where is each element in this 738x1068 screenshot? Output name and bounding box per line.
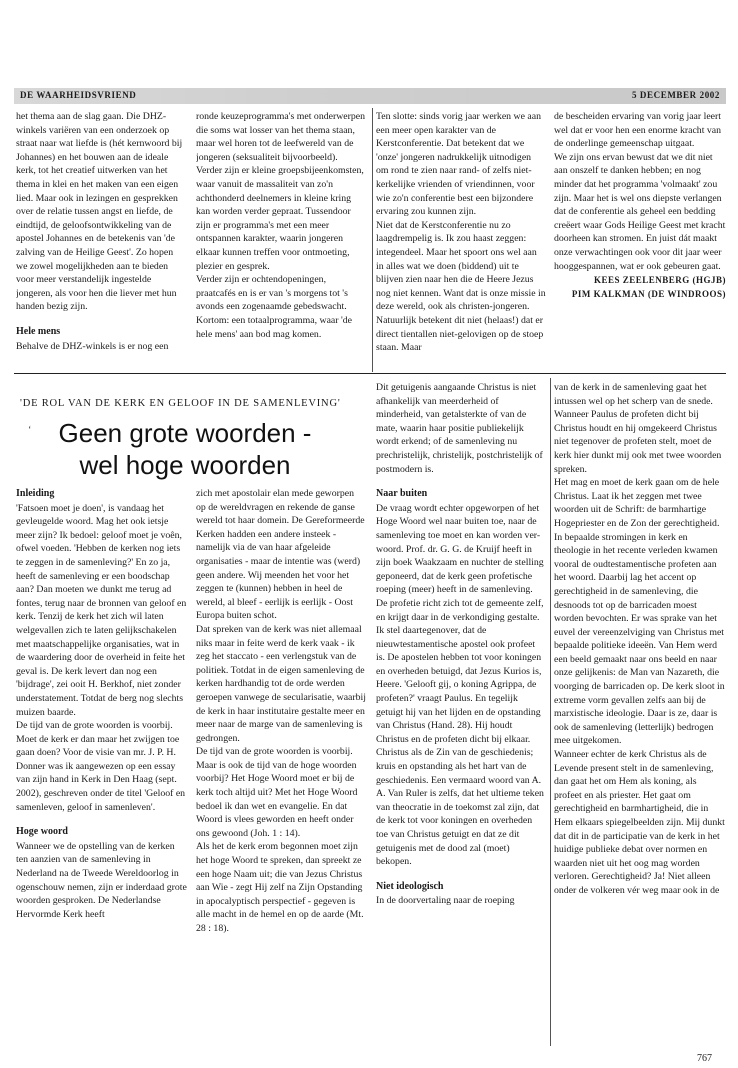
author-signature: KEES ZEELENBERG (HGJB)	[593, 275, 726, 286]
section-heading: Hele mens	[16, 325, 61, 337]
paragraph: Wanneer echter de kerk Christus als de Levende present stelt in de samenleving, dan gaat het om Hem als koning, als profeet en als priester. Het gaat om gerechtigheid en barmhartigheid, die in Hem elkaars spiegelbeelden zijn. Mij dunkt dat dit in de participatie van de kerk in het huidige publieke debat over normen en waarden niet uit het oog mag worden verloren. Gerechtigheid? Ja! Niet alleen onder de volkeren vér weg maar ook in de	[554, 749, 725, 896]
section-heading: Niet ideologisch	[376, 880, 444, 892]
column-divider	[372, 108, 373, 372]
paragraph: ronde keuzeprogramma's met onderwerpen die soms wat losser van het thema staan, maar wel horen tot de leefwereld van de jongeren (seksualiteit bijvoorbeeld). Verder zijn er kleine groepsbijeenkomsten, waar vanuit de massaliteit van zo'n achthonderd deelnemers in kleine kring kan worden verder gepraat. Tussendoor zijn er programma's met een meer ontspannen karakter, waarin jongeren elkaar kunnen treffen voor ontmoeting, plezier en gesprek.	[196, 111, 366, 272]
top-article-column-2	[196, 110, 366, 372]
paragraph: Dat spreken van de kerk was niet allemaal niks maar in feite werd de kerk vaak - ik zeg het staccato - een verlengstuk van de politiek. Totdat in de eigen samenleving de kerken hardhandig tot de orde werden geroepen vanwege de secularisatie, waarbij de kerk in haar institutaire gestalte meer en meer naar de marge van de samenleving is gedrongen.	[196, 623, 366, 744]
paragraph: Dit getuigenis aangaande Christus is niet afhankelijk van meerderheid of minderheid, van getalsterkte of van de mate, waarin haar positie publiekelijk wordt erkend; of de samenleving nu prechristelijk, christelijk, postchristelijk of postmodern is.	[376, 382, 543, 475]
paragraph: Wanneer we de opstelling van de kerken ten aanzien van de samenleving in Nederland na de Tweede Wereldoorlog in ogenschouw nemen, zijn er inderdaad grote woorden gesproken. De Nederlandse Hervormde Kerk heeft	[16, 840, 187, 920]
paragraph: zich met apostolair elan mede geworpen op de wereldvragen en rekende de ganse wereld tot haar domein. De Gereformeerde Kerken hadden een andere insteek - namelijk via de van haar afgeleide organisaties - maar de intentie was (werd) geen andere. Wij meenden het voor het zeggen te (kunnen) hebben in heel de wereld, al bleef - eerlijk is eerlijk - Oost Europa buiten schot.	[196, 488, 365, 622]
article-headline	[40, 417, 330, 481]
paragraph: Ten slotte: sinds vorig jaar werken we aan een meer open karakter van de Kerstconferentie. Dat betekent dat we 'onze' jongeren nadrukkelijk uitnodigen om rond te zien naar rand- of zelfs niet-kerkelijke vrienden of vriendinnen, voor wie zo'n conferentie best een bijzondere ervaring zou kunnen zijn.	[376, 111, 541, 218]
section-heading: Inleiding	[16, 488, 55, 499]
paragraph: het thema aan de slag gaan. Die DHZ-winkels variëren van een onderzoek op straat naar wat liefde is (hét kernwoord bij Johannes) en het bouwen aan de ideale kerk, tot het creatief uitwerken van het thema in klei en het maken van een eigen lied. Maar ook in lezingen en gesprekken over de relatie tussen angst en liefde, de eindtijd, de geloofsontwikkeling van de apostel Johannes en de betekenis van 'de zalving van de Heilige Geest'. Zo hopen we zowel mogelijkheden aan te bieden voor meer verstandelijk ingestelde jongeren, als voor hen die liever met hun handen bezig zijn.	[16, 111, 183, 313]
paragraph: In bepaalde stromingen in kerk en theologie in het recente verleden kwamen vooral de oudtestamentische profeten aan het woord. Daarbij lag het accent op gerechtigheid in de samenleving, die desnoods tot op de barricaden moest worden bevochten. Er was sprake van het euvel der vereenzelviging van Christus met bepaalde politieke ideeën. Van Hem werd een beeld gemaakt naar ons beeld en naar onze gelijkenis: de Man van Nazareth, die voorging de barricaden op. De kerk sloot in extreme vorm gevallen zelfs aan bij de marxistische ideologie. Daar is ze, daar is ook de samenleving (letterlijk) bedrogen mee uitgekomen.	[554, 531, 725, 747]
paragraph: Verder zijn er ochtendopeningen, praatcafés en is er van 's morgens tot 's avonds een zogenaamde gebedswacht. Kortom: een totaalprogramma, waar 'de hele mens' aan bod mag komen.	[196, 274, 353, 340]
article-column-3	[376, 381, 546, 1047]
top-article-column-3	[376, 110, 546, 372]
paragraph: De vraag wordt echter opgeworpen of het Hoge Woord wel naar buiten toe, naar de samenleving toe moet en kan worden ver-woord. Prof. dr. G. G. de Kruijf heeft in zijn boek Waakzaam en nuchter de stelling geponeerd, dat de kerk geen profetische roeping (meer) heeft in de samenleving. De profetie richt zich tot de gemeente zelf, en krijgt daar in de verkondiging gestalte. Ik stel daartegenover, dat de nieuwtestamentische apostel ook profeet is. De apostelen hebben tot voor koningen en overheden betuigd, dat Jezus Kurios is, Heere. 'Gelooft gij, o koning Agrippa, de profeten?' vraagt Paulus. En tegelijk getuigt hij van het lijden en de opstanding van Christus (Hand. 28). Hij houdt Christus en de profeten dicht bij elkaar. Christus als de Zin van de geschiedenis; kruis en opstanding als het hart van de geschiedenis. Een vermaard woord van A. A. Van Ruler is zelfs, dat het ultieme teken van theocratie in de toekomst zal zijn, dat de kerk tot voor koningen en overheden toe van Christus getuigt en dat ze dit getuigenis met de dood zal (moet) bekopen.	[376, 502, 544, 868]
running-header	[14, 88, 726, 104]
paragraph: van de kerk in de samenleving gaat het intussen wel op het scherp van de snede. Wanneer Paulus de profeten dicht bij Christus houdt en hij omgekeerd Christus niet tegenover de profeten stelt, moet de kerk hier dunkt mij ook met twee woorden spreken.	[554, 382, 722, 475]
page-number: 767	[697, 1053, 712, 1064]
paragraph: Niet dat de Kerstconferentie nu zo laagdrempelig is. Ik zou haast zeggen: integendeel. Maar het spoort ons wel aan in alles wat we doen (biddend) uit te blijven zien naar hen die de Heere Jezus nog niet kennen. Want dat is onze missie in deze wereld, ook als christen-jongeren. Natuurlijk betekent dit niet (helaas!) dat er direct tientallen niet-gelovigen op de stoep staan. Maar	[376, 219, 546, 354]
article-column-4	[554, 381, 726, 1047]
paragraph: We zijn ons ervan bewust dat we dit niet aan onszelf te danken hebben; en nog minder dat het programma 'volmaakt' zou zijn. Maar het is wel ons diepste verlangen dat de conferentie als geheel een bedding creëert waar Gods Heilige Geest met kracht doorheen kan stromen. En juist dát maakt onze verwachtingen ook voor dit jaar weer hooggespannen, wat er ook gebeuren gaat.	[554, 151, 726, 272]
article-kicker: 'DE ROL VAN DE KERK EN GELOOF IN DE SAMENLEVING'	[20, 398, 341, 409]
paragraph: de bescheiden ervaring van vorig jaar leert wel dat er voor hen een enorme kracht van de onderlinge gemeenschap uitgaat.	[554, 111, 722, 150]
publication-name: DE WAARHEIDSVRIEND	[20, 90, 137, 100]
headline-line-2: wel hoge woorden	[79, 450, 291, 480]
top-article-column-1	[16, 110, 186, 372]
section-heading: Hoge woord	[16, 826, 68, 838]
issue-date: 5 DECEMBER 2002	[631, 90, 720, 100]
author-signature: PIM KALKMAN (DE WINDROOS)	[571, 289, 726, 300]
column-divider	[550, 378, 551, 1046]
paragraph: Het mag en moet de kerk gaan om de hele Christus. Laat ik het zeggen met twee woorden uit de Schrift: de barmhartige Hogepriester en de Zon der gerechtigheid.	[554, 477, 720, 529]
paragraph: In de doorvertaling naar de roeping	[376, 895, 515, 907]
stray-mark: ‘	[28, 425, 32, 436]
paragraph: De tijd van de grote woorden is voorbij. Maar is ook de tijd van de hoge woorden voorbij? Het Hoge Woord moet er bij de kerk toch altijd uit? Met het Hoge Woord bedoel ik dan wet en evangelie. En dat Woord is vlees geworden en heeft onder ons gewoond (Joh. 1 : 14).	[196, 746, 358, 839]
paragraph: De tijd van de grote woorden is voorbij. Moet de kerk er dan maar het zwijgen toe gaan doen? Voor de visie van mr. J. P. H. Donner was ik aangewezen op een essay van zijn hand in Kerk in Den Haag (sept. 2002), geschreven onder de titel 'Geloof en samenleven, geloof in samenleven'.	[16, 720, 186, 813]
headline-line-1: Geen grote woorden -	[58, 418, 312, 448]
section-divider	[14, 373, 726, 374]
paragraph: 'Fatsoen moet je doen', is vandaag het gevleugelde woord. Mag het ook ietsje meer zijn? Ik bedoel: geloof moet je voên, ofwel voeden. 'Hebben de kerken nog iets te zeggen in de samenleving?' En zo ja, heeft de samenleving er een boodschap aan? Dan moeten we dunkt me terug ad fontes, terug naar de bronnen van geloof en kerk. Tenzij de kerk het zich wil laten welgevallen zich te laten gelijkschakelen met maatschappelijke organisaties, wat in de waardering door de overheid in feite het geval is. De kerk levert dan nog een 'bijdrage', zei ooit H. Berkhof, niet zonder understatement. Totdat de berg nog slechts muizen baarde.	[16, 502, 187, 718]
article-column-1	[16, 487, 188, 1047]
top-article-column-4	[554, 110, 726, 372]
paragraph: Als het de kerk erom begonnen moet zijn het hoge Woord te spreken, dan spreekt ze een hoge Naam uit; die van Jezus Christus aan Wie - zegt Hij zelf na Zijn Opstanding in apocalyptisch perspectief - gegeven is alle macht in de hemel en op de aarde (Mt. 28 : 18).	[196, 841, 364, 934]
section-heading: Naar buiten	[376, 488, 428, 500]
paragraph: Behalve de DHZ-winkels is er nog een	[16, 340, 169, 352]
article-column-2	[196, 487, 366, 1047]
